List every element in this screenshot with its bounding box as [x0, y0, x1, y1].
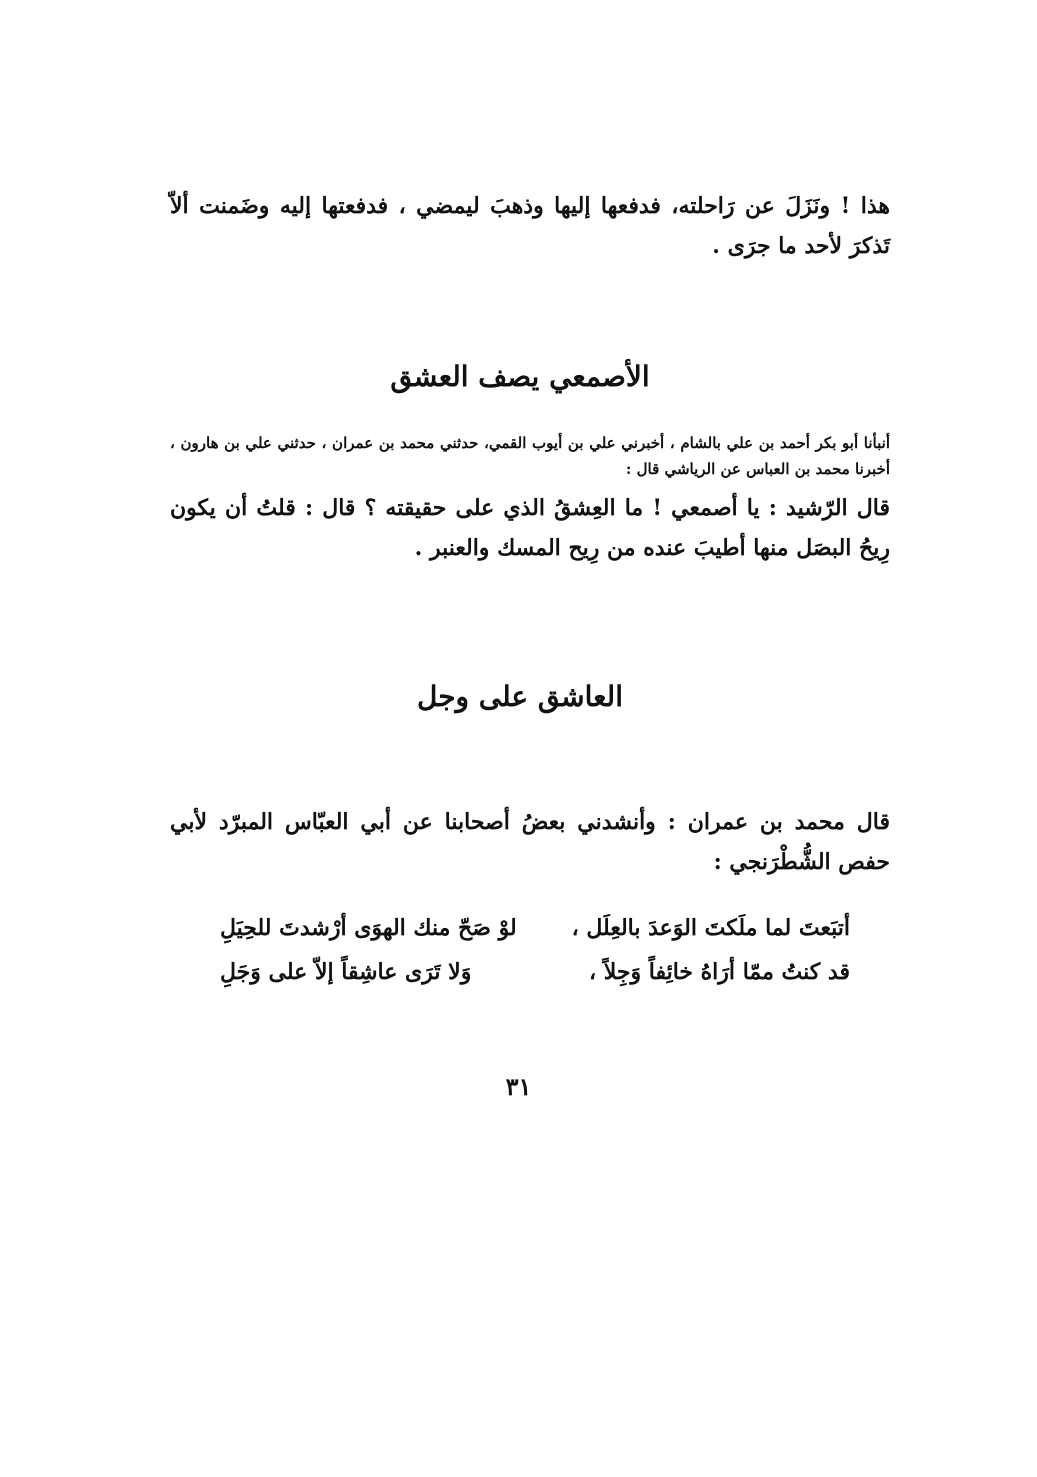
lover-block — [170, 802, 890, 882]
asmai-paragraph: قال الرّشيد : يا أصمعي ! ما العِشقُ الذي على حقيقته ؟ قال : قلتُ أن يكون رِيحُ البصَل منها أطيبَ عنده من رِيح المسك والعنبر . — [170, 495, 890, 561]
verse-first-hemistich: قد كنتُ ممّا أرَاهُ خائِفاً وَجِلاً ، — [588, 959, 850, 985]
lover-paragraph: قال محمد بن عمران : وأنشدني بعضُ أصحابنا عن أبي العبّاس المبرّد لأبي حفص الشُّطْرَنجي : — [170, 809, 890, 875]
intro-block — [170, 186, 890, 266]
section-title-lover: العاشق على وجل — [416, 680, 623, 713]
page-number: ٣١ — [505, 1072, 532, 1101]
verse-first-hemistich: أتبَعتَ لما ملَكتَ الوَعدَ بالعِلَل ، — [571, 915, 850, 941]
asmai-block — [170, 430, 890, 568]
verse-line — [200, 952, 880, 992]
section-title-asmai: الأصمعي يصف العشق — [390, 360, 650, 393]
asmai-isnad: أنبأنا أبو بكر أحمد بن علي بالشام ، أخبرني علي بن أيوب القمي، حدثني محمد بن عمران ، حدثني علي بن هارون ، أخبرنا محمد بن العباس عن الرياشي قال : — [170, 434, 890, 478]
verse-line — [200, 908, 880, 948]
intro-paragraph: هذا ! ونَزَلَ عن رَاحلته، فدفعها إليها وذهبَ ليمضي ، فدفعتها إليه وضَمنت ألاّ تَذكرَ لأحد ما جرَى . — [170, 193, 890, 259]
verse-second-hemistich: لوْ صَحّ منك الهوَى أرْشدتَ للحِيَلِ — [220, 915, 517, 941]
verse-second-hemistich: وَلا تَرَى عاشِقاً إلاّ على وَجَلِ — [220, 959, 472, 985]
